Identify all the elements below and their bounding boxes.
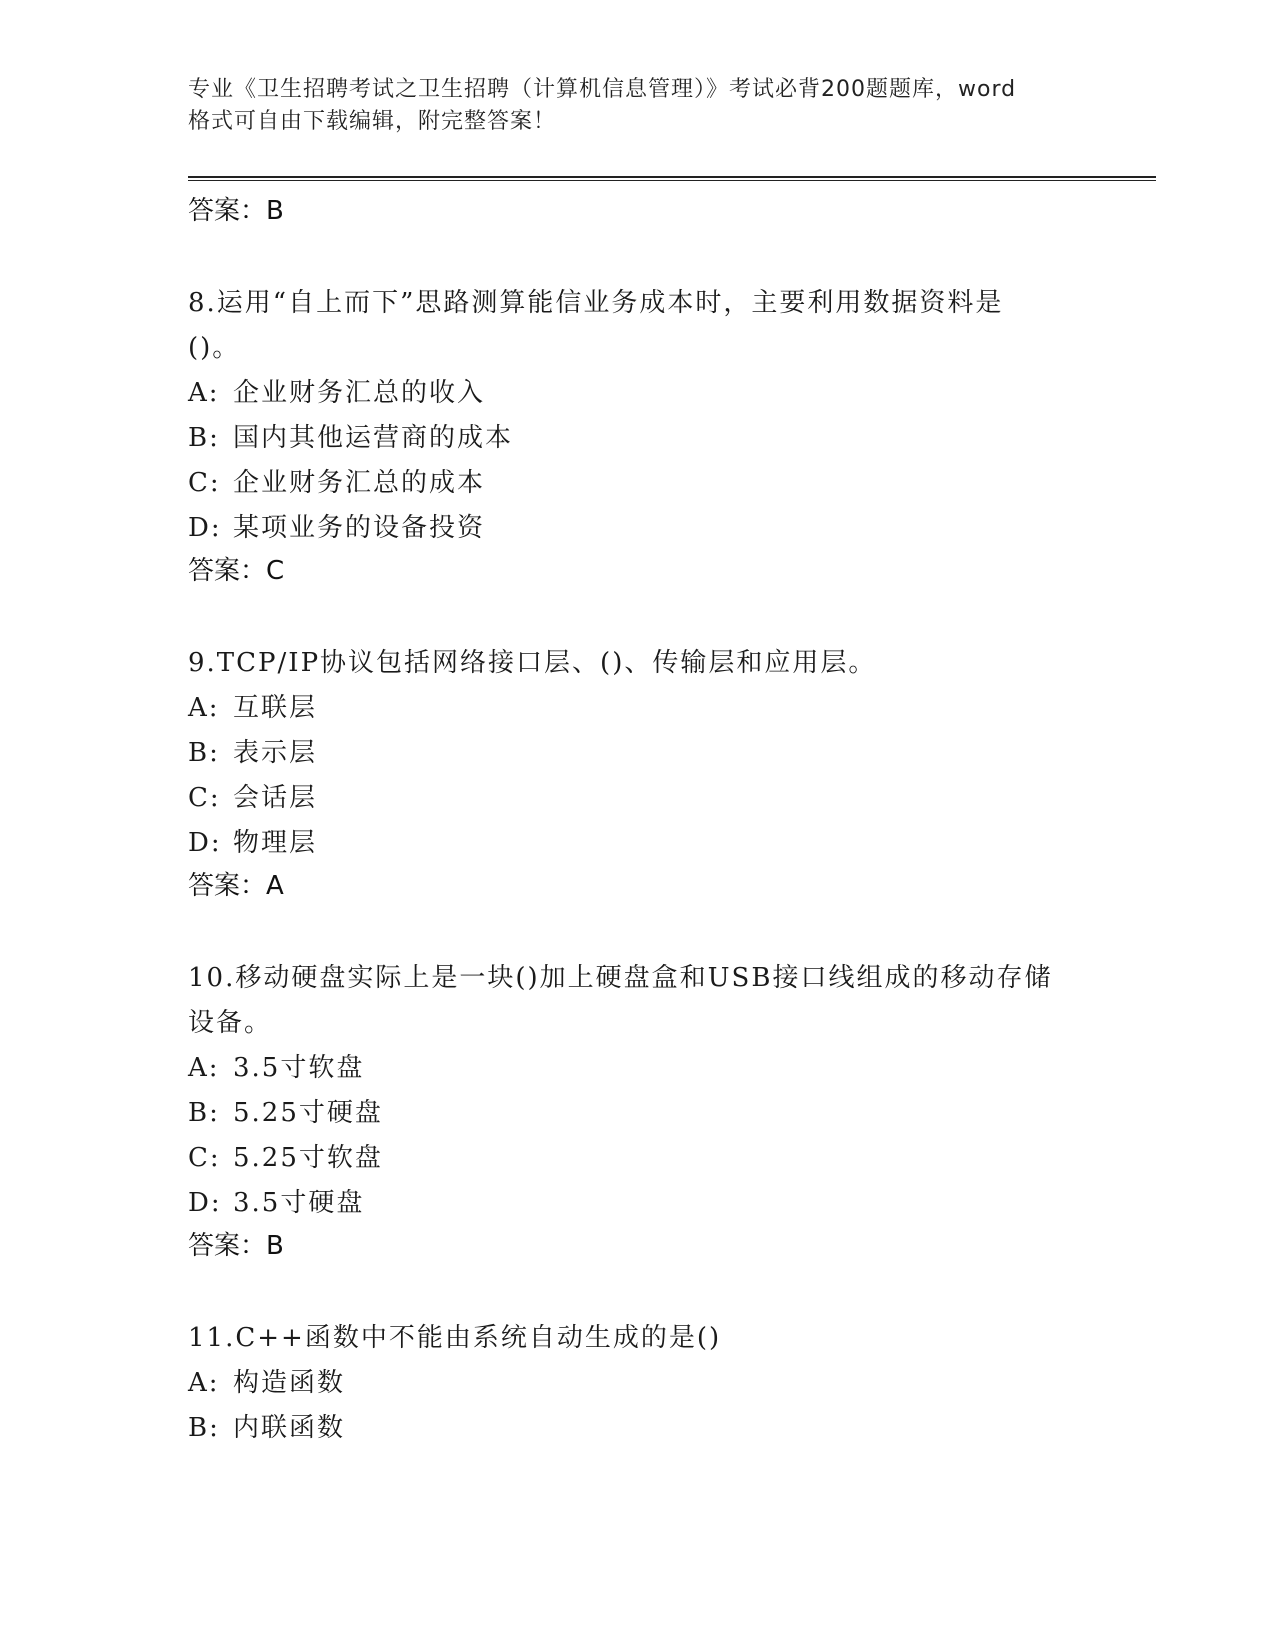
option-letter: A:: [188, 693, 220, 723]
option-a: [188, 1361, 1088, 1406]
question-stem: 8.运用“自上而下”思路测算能信业务成本时，主要利用数据资料是: [188, 288, 1004, 318]
option-c: [188, 776, 1088, 821]
option-text: 内联函数: [233, 1413, 346, 1443]
spacer: [188, 1271, 1088, 1316]
spacer: [188, 911, 1088, 956]
option-text: 企业财务汇总的成本: [233, 468, 486, 498]
question-10: [188, 956, 1088, 1271]
option-a: [188, 686, 1088, 731]
option-letter: C:: [188, 1143, 221, 1173]
option-b: [188, 731, 1088, 776]
option-text: 5.25寸软盘: [233, 1143, 383, 1173]
answer-q9: 答案：A: [188, 871, 284, 901]
question-stem-cont: 设备。: [188, 1008, 273, 1038]
answer-q8: 答案：C: [188, 556, 285, 586]
option-text: 构造函数: [233, 1368, 346, 1398]
option-text: 会话层: [233, 783, 318, 813]
option-letter: C:: [188, 783, 221, 813]
option-a: [188, 1046, 1088, 1091]
spacer: [188, 236, 1088, 281]
option-c: [188, 1136, 1088, 1181]
question-11: [188, 1316, 1088, 1451]
option-text: 3.5寸硬盘: [233, 1188, 365, 1218]
option-d: [188, 506, 1088, 551]
option-text: 表示层: [233, 738, 318, 768]
question-stem: 10.移动硬盘实际上是一块()加上硬盘盒和USB接口线组成的移动存储: [188, 963, 1053, 993]
option-d: [188, 1181, 1088, 1226]
option-text: 某项业务的设备投资: [233, 513, 486, 543]
document-header: [188, 74, 1088, 138]
option-letter: D:: [188, 513, 222, 543]
spacer: [188, 596, 1088, 641]
question-8: [188, 281, 1088, 596]
question-stem: 11.C++函数中不能由系统自动生成的是(): [188, 1323, 722, 1353]
answer-q10: 答案：B: [188, 1231, 284, 1261]
option-text: 企业财务汇总的收入: [233, 378, 486, 408]
option-text: 物理层: [233, 828, 318, 858]
option-letter: D:: [188, 1188, 222, 1218]
option-letter: B:: [188, 1098, 220, 1128]
option-c: [188, 461, 1088, 506]
option-letter: B:: [188, 1413, 220, 1443]
answer-q7: 答案：B: [188, 196, 284, 226]
option-letter: B:: [188, 423, 220, 453]
option-text: 国内其他运营商的成本: [233, 423, 514, 453]
header-line-1: 专业《卫生招聘考试之卫生招聘（计算机信息管理）》考试必背200题题库，word: [188, 77, 1017, 102]
option-b: [188, 1091, 1088, 1136]
option-letter: A:: [188, 1053, 220, 1083]
option-text: 互联层: [233, 693, 318, 723]
question-stem-cont: ()。: [188, 333, 241, 363]
option-text: 3.5寸软盘: [233, 1053, 365, 1083]
question-stem: 9.TCP/IP协议包括网络接口层、()、传输层和应用层。: [188, 648, 877, 678]
option-letter: B:: [188, 738, 220, 768]
option-letter: D:: [188, 828, 222, 858]
option-letter: A:: [188, 1368, 220, 1398]
option-a: [188, 371, 1088, 416]
option-letter: C:: [188, 468, 221, 498]
header-line-2: 格式可自由下载编辑，附完整答案！: [188, 109, 557, 134]
header-divider: [188, 176, 1156, 181]
document-body: [188, 191, 1088, 1451]
option-text: 5.25寸硬盘: [233, 1098, 383, 1128]
option-d: [188, 821, 1088, 866]
option-b: [188, 1406, 1088, 1451]
question-9: [188, 641, 1088, 911]
option-b: [188, 416, 1088, 461]
option-letter: A:: [188, 378, 220, 408]
